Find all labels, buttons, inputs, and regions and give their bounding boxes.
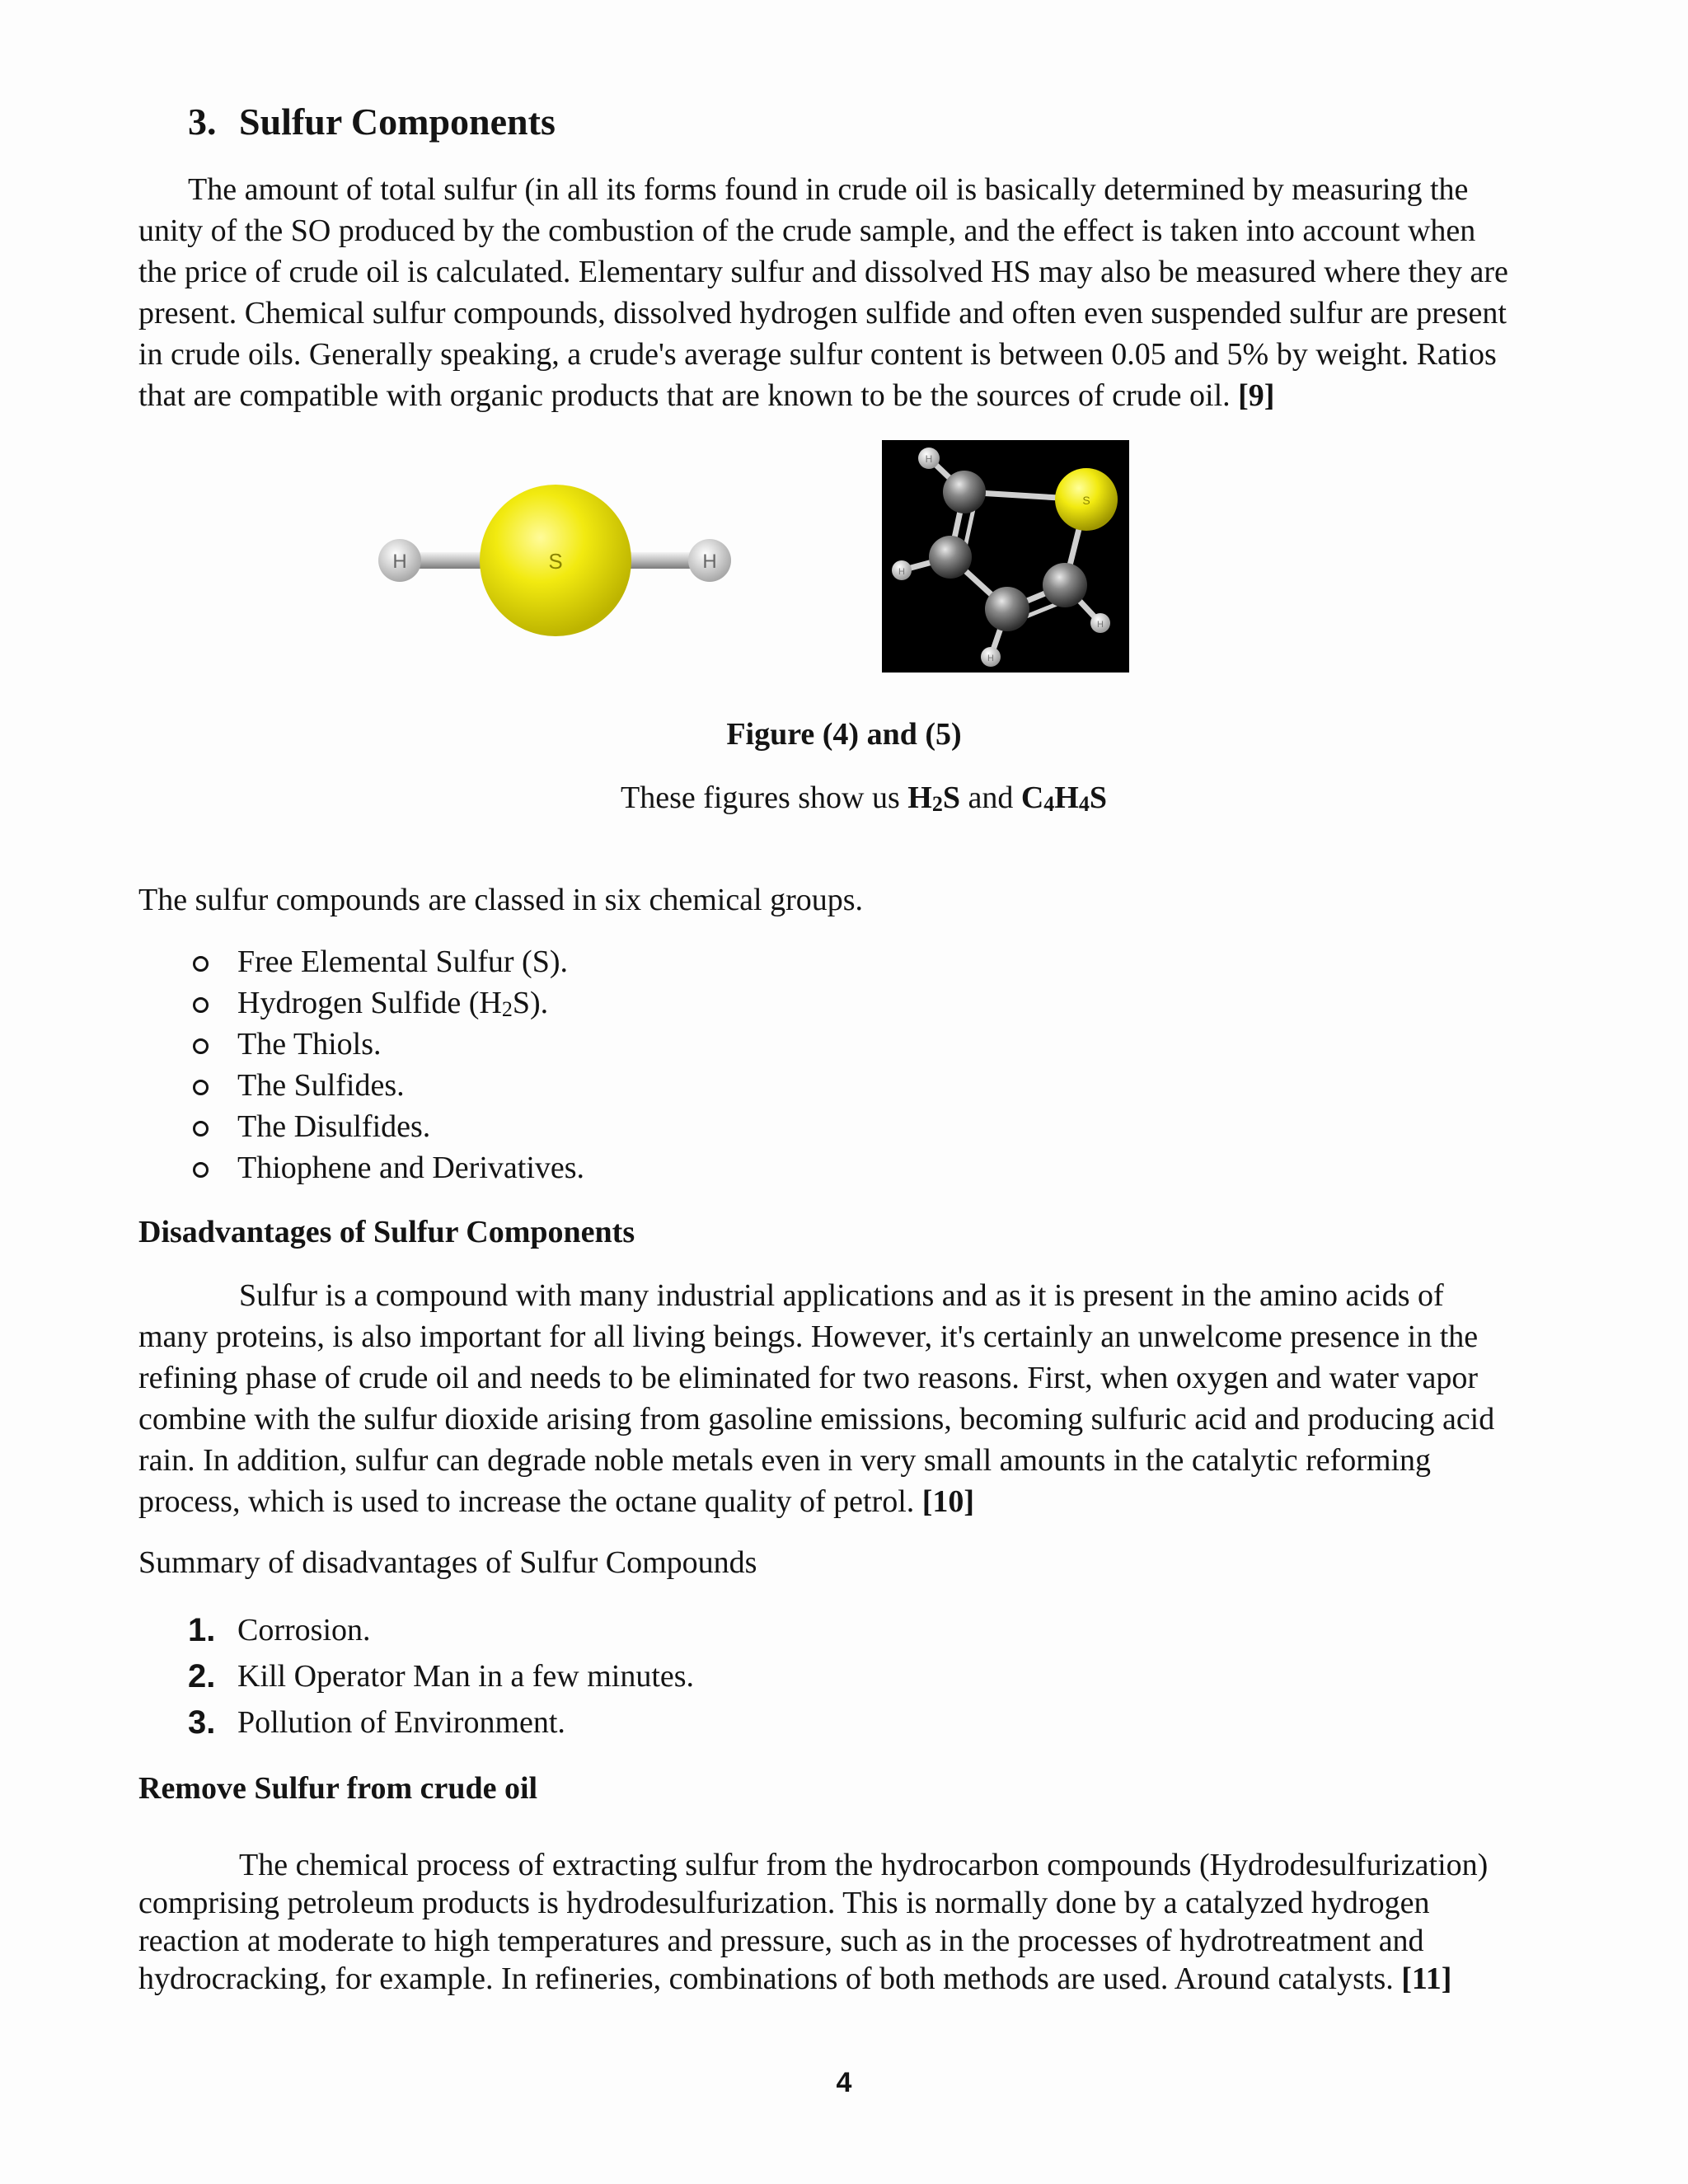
list-number: 3. xyxy=(188,1704,216,1741)
disadvantages-line: rain. In addition, sulfur can degrade noble metals even in very small amounts in the catalytic reforming xyxy=(138,1443,1432,1478)
bullet-circle-icon xyxy=(193,1162,209,1178)
section-heading xyxy=(188,97,556,147)
section-number: 3. xyxy=(188,101,217,143)
removal-heading: Remove Sulfur from crude oil xyxy=(138,1771,538,1806)
bullet-circle-icon xyxy=(193,1038,209,1054)
intro-paragraph xyxy=(138,169,1597,416)
h2s-label-h-right: H xyxy=(702,551,717,573)
thiophene-c4 xyxy=(1043,563,1087,607)
formula-c4h4s-sub2: 4 xyxy=(1078,792,1090,816)
list-item-text: Kill Operator Man in a few minutes. xyxy=(237,1659,695,1694)
thiophene-c1 xyxy=(943,471,986,513)
h2s-label-h-left: H xyxy=(392,551,407,573)
thiophene-label-h2: H xyxy=(898,567,905,577)
list-item-text: The Thiols. xyxy=(237,1027,382,1062)
intro-line: the price of crude oil is calculated. Elementary sulfur and dissolved HS may also be measured where they are xyxy=(138,255,1508,289)
removal-line: hydrocracking, for example. In refineries, combinations of both methods are used. Around catalysts. xyxy=(138,1961,1402,1996)
thiophene-label-h4: H xyxy=(1097,620,1104,630)
intro-line-last xyxy=(138,375,1597,416)
list-item xyxy=(138,1699,694,1746)
removal-line: reaction at moderate to high temperatures and pressure, such as in the processes of hydrotreatment and xyxy=(138,1924,1424,1958)
list-item-subscript: 2 xyxy=(501,997,513,1021)
list-item xyxy=(138,1106,584,1147)
h2s-label-s: S xyxy=(548,549,563,574)
thiophene-c2 xyxy=(929,536,972,579)
list-item-text: Hydrogen Sulfide (H xyxy=(237,986,502,1020)
formula-c4h4s-h: H xyxy=(1054,780,1079,815)
formula-h2s-sub: 2 xyxy=(931,792,943,816)
formula-c4h4s xyxy=(1021,780,1107,815)
intro-line: present. Chemical sulfur compounds, dissolved hydrogen sulfide and often even suspended sulfur are present xyxy=(138,296,1507,330)
disadvantages-line: refining phase of crude oil and needs to be eliminated for two reasons. First, when oxygen and water vapor xyxy=(138,1361,1479,1395)
list-item-text: Corrosion. xyxy=(237,1613,371,1647)
disadvantages-line: process, which is used to increase the octane quality of petrol. xyxy=(138,1484,922,1519)
disadvantages-heading: Disadvantages of Sulfur Components xyxy=(138,1215,635,1249)
formula-h2s-s: S xyxy=(942,780,960,815)
disadvantages-paragraph xyxy=(138,1275,1597,1522)
caption-and: and xyxy=(959,780,1021,815)
list-item-text: The Disulfides. xyxy=(237,1109,431,1144)
list-number: 2. xyxy=(188,1658,216,1694)
disadvantages-line: many proteins, is also important for all living beings. However, it's certainly an unwelcome presence in the xyxy=(138,1319,1479,1354)
intro-line: The amount of total sulfur (in all its forms found in crude oil is basically determined by measuring the xyxy=(188,172,1469,207)
list-item-text: Pollution of Environment. xyxy=(237,1705,565,1740)
intro-line: unity of the SO produced by the combustion of the crude sample, and the effect is taken into account when xyxy=(138,213,1476,248)
summary-list xyxy=(138,1607,694,1746)
disadvantages-reference: [10] xyxy=(921,1484,975,1519)
removal-line-last xyxy=(138,1960,1597,1998)
list-item xyxy=(138,1024,584,1065)
list-item-text: The Sulfides. xyxy=(237,1068,405,1103)
caption-prefix: These figures show us xyxy=(620,780,908,815)
intro-reference: [9] xyxy=(1238,378,1275,413)
list-item xyxy=(138,941,584,982)
groups-intro: The sulfur compounds are classed in six chemical groups. xyxy=(138,883,864,917)
formula-h2s-h: H xyxy=(907,780,932,815)
bullet-circle-icon xyxy=(193,1080,209,1095)
figure-caption-text xyxy=(0,777,1688,818)
list-item xyxy=(138,1065,584,1106)
formula-c4h4s-s: S xyxy=(1089,780,1107,815)
summary-label: Summary of disadvantages of Sulfur Compounds xyxy=(138,1545,757,1580)
thiophene-label-h3: H xyxy=(987,654,994,663)
thiophene-label-s: S xyxy=(1082,494,1090,507)
chemical-groups-list xyxy=(138,941,584,1188)
page-number: 4 xyxy=(836,2067,852,2098)
intro-line: that are compatible with organic products that are known to be the sources of crude oil. xyxy=(138,378,1239,413)
thiophene-molecule-figure xyxy=(882,440,1129,673)
formula-h2s xyxy=(907,780,960,815)
bullet-circle-icon xyxy=(193,997,209,1013)
disadvantages-line-last xyxy=(138,1481,1597,1522)
thiophene-c3 xyxy=(985,587,1029,631)
removal-line: comprising petroleum products is hydrodesulfurization. This is normally done by a catalyzed hydrogen xyxy=(138,1886,1430,1920)
figure-caption-title: Figure (4) and (5) xyxy=(726,717,962,752)
thiophene-label-h1: H xyxy=(925,453,933,465)
list-item-text: Thiophene and Derivatives. xyxy=(237,1151,585,1185)
intro-line: in crude oils. Generally speaking, a crude's average sulfur content is between 0.05 and 5% by weight. Ratios xyxy=(138,337,1497,372)
section-title: Sulfur Components xyxy=(239,101,556,143)
list-item-text: Free Elemental Sulfur (S). xyxy=(237,944,569,979)
formula-c4h4s-c: C xyxy=(1020,780,1044,815)
h2s-molecule-figure xyxy=(373,470,740,651)
disadvantages-line: Sulfur is a compound with many industrial applications and as it is present in the amino acids of xyxy=(239,1278,1444,1313)
list-item xyxy=(138,1607,694,1653)
removal-line: The chemical process of extracting sulfur from the hydrocarbon compounds (Hydrodesulfurization) xyxy=(239,1848,1489,1882)
removal-reference: [11] xyxy=(1401,1961,1452,1996)
bullet-circle-icon xyxy=(193,956,209,972)
list-item-text-tail: S). xyxy=(512,986,549,1020)
list-number: 1. xyxy=(188,1612,216,1648)
list-item xyxy=(138,982,584,1024)
list-item xyxy=(138,1147,584,1188)
disadvantages-line: combine with the sulfur dioxide arising from gasoline emissions, becoming sulfuric acid and producing acid xyxy=(138,1402,1495,1436)
removal-paragraph xyxy=(138,1846,1597,1998)
formula-c4h4s-sub1: 4 xyxy=(1043,792,1055,816)
bullet-circle-icon xyxy=(193,1121,209,1137)
list-item xyxy=(138,1653,694,1699)
